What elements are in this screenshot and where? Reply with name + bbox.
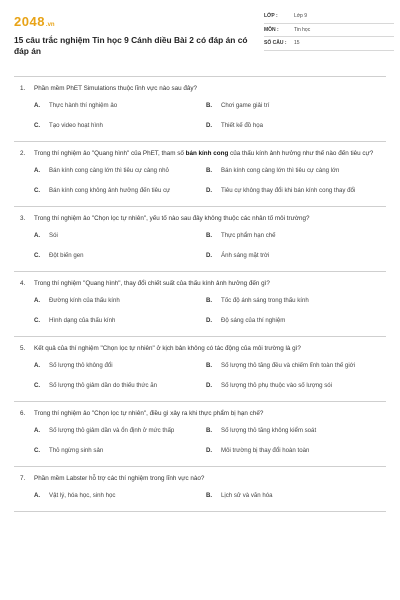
option-text: Sói [49,232,58,240]
question-stem [20,474,386,484]
question-text-part: Phần mềm PhET Simulations thuộc lĩnh vực nào sau đây? [34,85,198,92]
question-text-part: Trong thí nghiệm ảo "Quang hình" của PhET, tham số [34,150,186,157]
info-label: LỚP : [264,13,278,20]
question-stem [20,149,386,159]
answer-option[interactable] [206,116,378,136]
option-text: Tốc độ ánh sáng trong thấu kính [221,297,309,305]
option-text: Số lượng thỏ phụ thuộc vào số lượng sói [221,382,333,390]
option-text: Thiết kế đồ họa [221,122,264,130]
info-value: Tin học [294,26,311,33]
question-number: 4. [20,280,26,287]
option-key: C. [34,187,41,195]
option-key: B. [206,297,213,305]
question-text [34,84,374,94]
option-text: Thực hành thí nghiệm ảo [49,102,118,110]
option-key: A. [34,232,41,240]
option-key: C. [34,382,41,390]
option-key: D. [206,187,213,195]
option-text: Môi trường bị thay đổi hoàn toàn [221,447,310,455]
option-text: Chơi game giải trí [221,102,270,110]
question-text-part: Kết quả của thí nghiệm "Chọn lọc tự nhiên" ở kịch bản không có tác động của môi trường là gì? [34,345,301,352]
logo-text: 2048 [14,14,45,29]
question-text-part: Trong thí nghiệm ảo "Chọn lọc tự nhiên", yếu tố nào sau đây không thuộc các nhân tố môi trường? [34,215,310,222]
question-text [34,409,374,419]
option-key: D. [206,317,213,325]
option-text: Số lượng thỏ không đổi [49,362,113,370]
answer-option[interactable] [206,356,378,376]
question-text-part: Trong thí nghiệm "Quang hình", thay đổi chiết suất của thấu kính ảnh hưởng đến gì? [34,280,270,287]
answer-options [20,226,386,266]
answer-option[interactable] [206,96,378,116]
answer-option[interactable] [34,486,206,506]
answer-option[interactable] [34,226,206,246]
answer-option[interactable] [34,421,206,441]
question-block [14,402,386,467]
answer-option[interactable] [206,226,378,246]
question-text-part: Trong thí nghiệm ảo "Chọn lọc tự nhiên", điều gì xảy ra khi thực phẩm bị hạn chế? [34,410,264,417]
info-row-grade [264,10,394,24]
option-key: A. [34,297,41,305]
answer-option[interactable] [34,311,206,331]
answer-option[interactable] [34,181,206,201]
site-logo[interactable] [14,14,250,29]
question-block [14,337,386,402]
option-key: C. [34,317,41,325]
answer-option[interactable] [206,311,378,331]
question-text [34,149,374,159]
info-label: MÔN : [264,26,279,33]
answer-option[interactable] [206,161,378,181]
answer-options [20,161,386,201]
option-text: Số lượng thỏ giảm dần do thiếu thức ăn [49,382,158,390]
answer-option[interactable] [206,181,378,201]
question-text [34,474,374,484]
info-label: SỐ CÂU : [264,40,287,47]
option-text: Tiêu cự không thay đổi khi bán kính cong thay đổi [221,187,356,195]
option-text: Hình dạng của thấu kính [49,317,116,325]
question-number: 6. [20,410,26,417]
question-block [14,207,386,272]
logo-domain: .vn [45,22,55,28]
answer-option[interactable] [34,441,206,461]
question-stem [20,279,386,289]
option-text: Độ sáng của thí nghiệm [221,317,286,325]
question-stem [20,214,386,224]
question-text-part: Phần mềm Labster hỗ trợ các thí nghiệm trong lĩnh vực nào? [34,475,205,482]
answer-option[interactable] [34,376,206,396]
option-key: B. [206,102,213,110]
answer-option[interactable] [206,421,378,441]
option-key: B. [206,167,213,175]
option-text: Tạo video hoạt hình [49,122,103,130]
option-key: D. [206,382,213,390]
question-number: 2. [20,150,26,157]
answer-option[interactable] [206,441,378,461]
info-value: Lớp 9 [294,13,308,20]
option-key: A. [34,102,41,110]
question-number: 3. [20,215,26,222]
question-block [14,77,386,142]
info-table [264,10,394,51]
answer-options [20,96,386,136]
option-text: Bán kính cong càng lớn thì tiêu cự càng nhỏ [49,167,169,175]
option-text: Bán kính cong không ảnh hưởng đến tiêu cự [49,187,171,195]
option-key: C. [34,122,41,130]
option-key: D. [206,447,213,455]
option-key: D. [206,122,213,130]
answer-option[interactable] [206,291,378,311]
option-text: Đột biến gen [49,252,84,260]
answer-options [20,421,386,461]
option-text: Số lượng thỏ giảm dần và ổn định ở mức thấp [49,427,175,435]
answer-option[interactable] [34,116,206,136]
question-text-part: của thấu kính ảnh hưởng như thế nào đến tiêu cự? [228,150,374,157]
question-number: 7. [20,475,26,482]
answer-option[interactable] [34,356,206,376]
option-text: Số lượng thỏ tăng đều và chiếm lĩnh toàn thế giới [221,362,356,370]
answer-option[interactable] [34,291,206,311]
answer-option[interactable] [206,486,378,506]
answer-option[interactable] [34,246,206,266]
option-text: Lịch sử và văn hóa [221,492,273,500]
answer-option[interactable] [206,376,378,396]
question-block [14,272,386,337]
question-list [14,77,386,512]
answer-option[interactable] [34,161,206,181]
option-key: A. [34,427,41,435]
option-key: A. [34,362,41,370]
option-key: B. [206,232,213,240]
option-key: C. [34,252,41,260]
answer-option[interactable] [34,96,206,116]
option-text: Đường kính của thấu kính [49,297,120,305]
question-stem [20,84,386,94]
option-key: B. [206,362,213,370]
option-key: A. [34,492,41,500]
option-text: Số lượng thỏ tăng không kiểm soát [221,427,317,435]
answer-options [20,486,386,506]
answer-option[interactable] [206,246,378,266]
option-text: Thỏ ngừng sinh sản [49,447,104,455]
info-value: 15 [294,40,300,47]
option-text: Bán kính cong càng lớn thì tiêu cự càng lớn [221,167,340,175]
info-row-subject [264,24,394,38]
question-text [34,344,374,354]
question-stem [20,344,386,354]
option-key: B. [206,492,213,500]
question-text [34,214,374,224]
question-block [14,142,386,207]
info-row-count [264,37,394,51]
question-text-emphasis: bán kính cong [185,150,229,157]
answer-options [20,356,386,396]
option-text: Ánh sáng mặt trời [221,252,270,260]
question-text [34,279,374,289]
option-key: A. [34,167,41,175]
option-text: Thực phẩm hạn chế [221,232,276,240]
question-block [14,467,386,512]
option-text: Vật lý, hóa học, sinh học [49,492,116,500]
option-key: C. [34,447,41,455]
answer-options [20,291,386,331]
document-title: 15 câu trắc nghiệm Tin học 9 Cánh diều Bài 2 có đáp án có đáp án [14,35,248,56]
question-stem [20,409,386,419]
option-key: D. [206,252,213,260]
header [14,0,386,70]
option-key: B. [206,427,213,435]
question-number: 5. [20,345,26,352]
question-number: 1. [20,85,26,92]
header-left [14,0,250,70]
